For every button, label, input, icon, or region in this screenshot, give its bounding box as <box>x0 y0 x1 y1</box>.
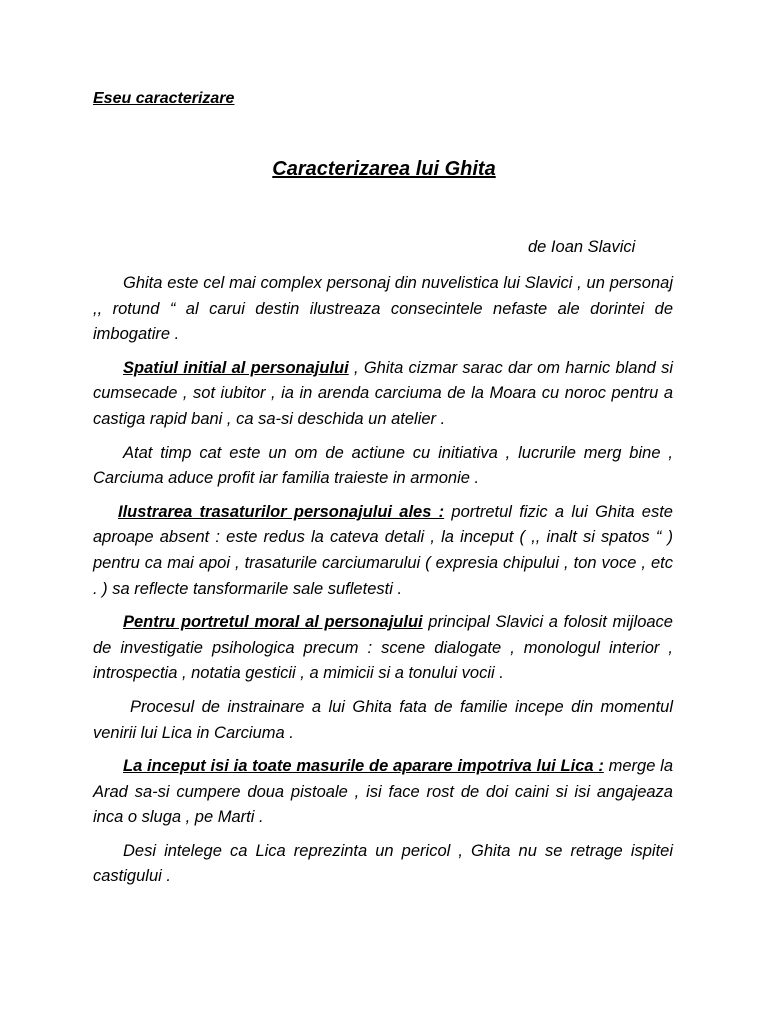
paragraph-lead: Pentru portretul moral al personajului <box>123 613 423 632</box>
document-title: Caracterizarea lui Ghita <box>272 158 496 180</box>
paragraph <box>93 356 673 433</box>
paragraph-text: , Ghita cizmar sarac dar om harnic bland si cumsecade , sot iubitor , ia in arenda carciuma de la Moara cu noroc pentru a castiga rapid bani , ca sa-si deschida un atelier . <box>93 358 673 428</box>
paragraph-lead: Spatiul initial al personajului <box>123 358 349 377</box>
paragraph-text: merge la Arad sa-si cumpere doua pistoale , isi face rost de doi caini si isi angajeaza inca o sluga , pe Marti . <box>93 757 674 827</box>
paragraph-text: Desi intelege ca Lica reprezinta un pericol , Ghita nu se retrage ispitei castigului . <box>93 841 673 886</box>
document-body <box>93 271 673 898</box>
paragraph-text: Atat timp cat este un om de actiune cu initiativa , lucrurile merg bine , Carciuma aduce profit iar familia traieste in armonie . <box>93 443 673 488</box>
author-line: de Ioan Slavici <box>528 238 636 256</box>
paragraph-lead: Ilustrarea trasaturilor personajului ales : <box>118 502 445 521</box>
paragraph <box>93 610 673 687</box>
paragraph <box>93 695 673 746</box>
paragraph <box>93 441 673 492</box>
paragraph-text: Ghita este cel mai complex personaj din nuvelistica lui Slavici , un personaj ,, rotund “ al carui destin ilustreaza consecintele nefaste ale dorintei de imbogatire . <box>93 274 673 344</box>
paragraph <box>93 500 673 602</box>
section-label: Eseu caracterizare <box>93 90 235 107</box>
paragraph-lead: La inceput isi ia toate masurile de aparare impotriva lui Lica : <box>123 757 604 776</box>
paragraph <box>93 839 673 890</box>
paragraph-text: principal Slavici a folosit mijloace de investigatie psihologica precum : scene dialogate , monologul interior , introspectia , notatia gesticii , a mimicii si a tonului vocii . <box>93 613 673 683</box>
paragraph <box>93 271 673 348</box>
paragraph <box>93 754 673 831</box>
paragraph-text: Procesul de instrainare a lui Ghita fata de familie incepe din momentul venirii lui Lica in Carciuma . <box>93 697 673 742</box>
paragraph-text: portretul fizic a lui Ghita este aproape absent : este redus la cateva detali , la inceput ( ,, inalt si spatos “ ) pentru ca mai apoi , trasaturile carciumarului ( expresia chipului , ton voce , etc . ) sa reflecte tansformarile sale sufletesti . <box>93 502 673 598</box>
